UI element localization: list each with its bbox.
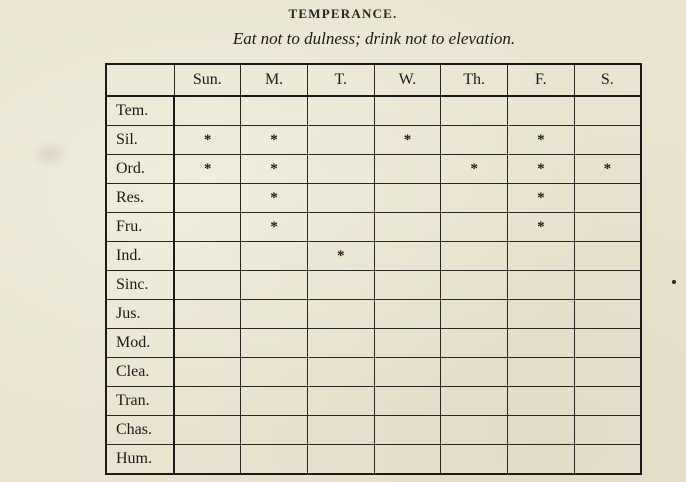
mark-cell (374, 96, 441, 126)
mark-cell (174, 300, 241, 329)
mark-cell (307, 271, 374, 300)
virtue-label: Sinc. (106, 271, 174, 300)
table-row (106, 271, 641, 300)
virtue-label: Jus. (106, 300, 174, 329)
mark-cell (508, 387, 575, 416)
mark-cell (574, 445, 641, 475)
mark-cell (374, 271, 441, 300)
mark-cell: * (241, 126, 308, 155)
mark-cell (508, 271, 575, 300)
virtue-label: Chas. (106, 416, 174, 445)
day-header: Sun. (174, 64, 241, 96)
virtue-label: Fru. (106, 213, 174, 242)
mark-cell (508, 96, 575, 126)
mark-cell (241, 387, 308, 416)
mark-cell (441, 96, 508, 126)
mark-cell (374, 329, 441, 358)
mark-cell (374, 242, 441, 271)
mark-cell (508, 300, 575, 329)
table-row (106, 416, 641, 445)
table-row (106, 387, 641, 416)
virtue-label: Ind. (106, 242, 174, 271)
mark-cell (574, 126, 641, 155)
table-row (106, 155, 641, 184)
table-row (106, 184, 641, 213)
mark-cell (574, 416, 641, 445)
day-header: T. (307, 64, 374, 96)
mark-cell (574, 96, 641, 126)
mark-cell (241, 300, 308, 329)
table-row (106, 445, 641, 475)
mark-cell (374, 155, 441, 184)
mark-cell (374, 416, 441, 445)
virtue-label: Sil. (106, 126, 174, 155)
chart-body (106, 96, 641, 474)
mark-cell: * (508, 184, 575, 213)
mark-cell (307, 155, 374, 184)
mark-cell (241, 416, 308, 445)
mark-cell (374, 213, 441, 242)
mark-cell: * (307, 242, 374, 271)
mark-cell (241, 329, 308, 358)
mark-cell (374, 387, 441, 416)
mark-cell (574, 184, 641, 213)
mark-cell (441, 271, 508, 300)
mark-cell: * (441, 155, 508, 184)
mark-cell: * (174, 126, 241, 155)
mark-cell (374, 445, 441, 475)
mark-cell (174, 184, 241, 213)
mark-cell (307, 213, 374, 242)
mark-cell (574, 213, 641, 242)
mark-cell (174, 329, 241, 358)
mark-cell (374, 300, 441, 329)
mark-cell (441, 329, 508, 358)
virtue-chart-table (105, 63, 642, 475)
table-row (106, 96, 641, 126)
virtue-motto: Eat not to dulness; drink not to elevation. (232, 29, 516, 48)
table-row (106, 329, 641, 358)
day-header: F. (508, 64, 575, 96)
virtue-label: Clea. (106, 358, 174, 387)
mark-cell (174, 416, 241, 445)
mark-cell (307, 300, 374, 329)
mark-cell: * (241, 213, 308, 242)
table-row (106, 300, 641, 329)
mark-cell (307, 126, 374, 155)
virtue-label: Tran. (106, 387, 174, 416)
day-header: Th. (441, 64, 508, 96)
mark-cell (574, 271, 641, 300)
mark-cell (441, 445, 508, 475)
mark-cell: * (508, 126, 575, 155)
mark-cell (574, 358, 641, 387)
mark-cell (241, 445, 308, 475)
mark-cell (574, 300, 641, 329)
virtue-label: Tem. (106, 96, 174, 126)
virtue-label: Mod. (106, 329, 174, 358)
day-header: W. (374, 64, 441, 96)
mark-cell (241, 271, 308, 300)
mark-cell (441, 213, 508, 242)
mark-cell: * (241, 184, 308, 213)
mark-cell (307, 387, 374, 416)
mark-cell (574, 242, 641, 271)
mark-cell (374, 358, 441, 387)
mark-cell (441, 358, 508, 387)
corner-cell (106, 64, 174, 96)
mark-cell (307, 329, 374, 358)
mark-cell (307, 184, 374, 213)
mark-cell: * (241, 155, 308, 184)
mark-cell (441, 387, 508, 416)
mark-cell (374, 184, 441, 213)
virtue-label: Ord. (106, 155, 174, 184)
mark-cell: * (174, 155, 241, 184)
page-title: TEMPERANCE. (288, 6, 398, 21)
table-row (106, 242, 641, 271)
mark-cell (508, 416, 575, 445)
mark-cell (174, 445, 241, 475)
virtue-label: Res. (106, 184, 174, 213)
virtue-label: Hum. (106, 445, 174, 475)
mark-cell (441, 126, 508, 155)
mark-cell (241, 242, 308, 271)
mark-cell: * (508, 155, 575, 184)
mark-cell: * (508, 213, 575, 242)
table-row (106, 213, 641, 242)
day-header: M. (241, 64, 308, 96)
mark-cell (307, 96, 374, 126)
table-row (106, 358, 641, 387)
mark-cell (307, 358, 374, 387)
margin-mark (672, 280, 676, 284)
mark-cell: * (374, 126, 441, 155)
mark-cell (508, 242, 575, 271)
mark-cell (441, 184, 508, 213)
mark-cell (508, 445, 575, 475)
mark-cell (241, 96, 308, 126)
day-header: S. (574, 64, 641, 96)
mark-cell (174, 96, 241, 126)
mark-cell (441, 416, 508, 445)
mark-cell (174, 242, 241, 271)
mark-cell (174, 358, 241, 387)
mark-cell (241, 358, 308, 387)
mark-cell (508, 329, 575, 358)
page-smudge (30, 140, 70, 168)
mark-cell (574, 387, 641, 416)
header-row (106, 64, 641, 96)
mark-cell (307, 445, 374, 475)
mark-cell (441, 300, 508, 329)
table-row (106, 126, 641, 155)
mark-cell (307, 416, 374, 445)
mark-cell (508, 358, 575, 387)
mark-cell (574, 329, 641, 358)
mark-cell (174, 213, 241, 242)
mark-cell (174, 387, 241, 416)
mark-cell: * (574, 155, 641, 184)
mark-cell (174, 271, 241, 300)
mark-cell (441, 242, 508, 271)
